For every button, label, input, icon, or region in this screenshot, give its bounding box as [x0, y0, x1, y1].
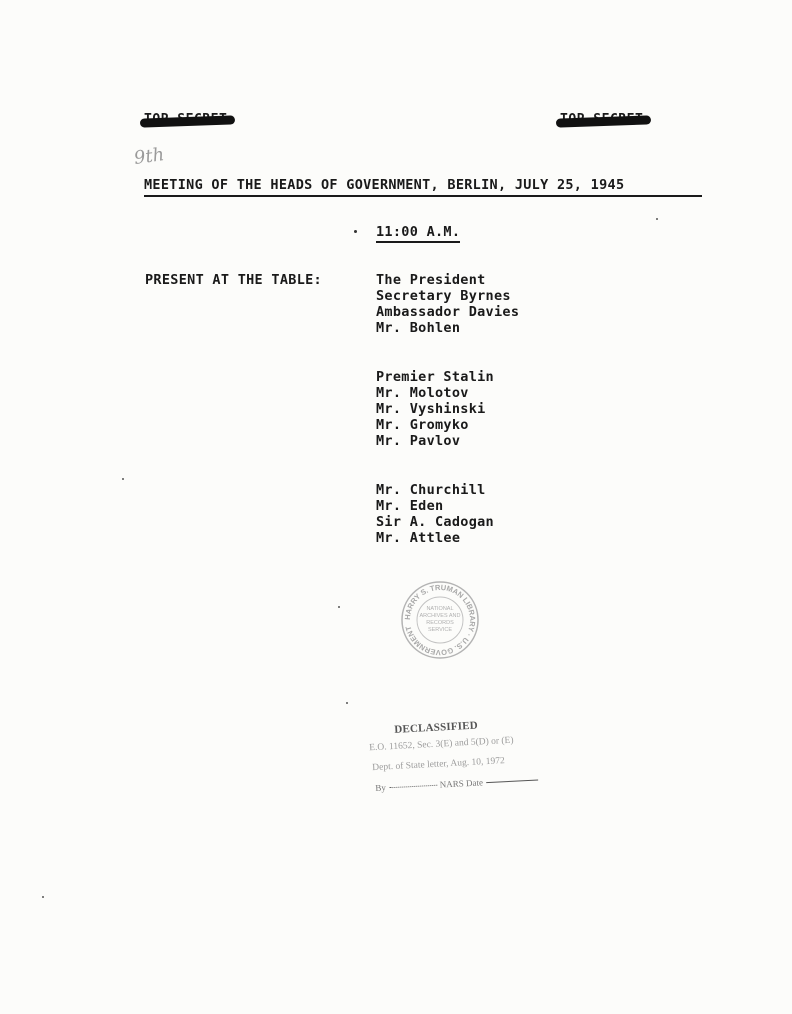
declassification-letter: Dept. of State letter, Aug. 10, 1972 — [372, 756, 505, 774]
signature-blank — [389, 785, 437, 789]
attendee-name: Mr. Vyshinski — [376, 401, 486, 417]
declassification-authority: E.O. 11652, Sec. 3(E) and 5(D) or (E) — [368, 735, 514, 754]
attendee-name: Mr. Churchill — [376, 482, 486, 498]
attendee-name: Ambassador Davies — [376, 304, 520, 320]
archive-seal-stamp — [400, 580, 480, 660]
attendee-name: Mr. Attlee — [376, 530, 461, 546]
attendee-group-us — [376, 272, 519, 336]
ink-speck — [346, 702, 348, 704]
attendee-name: Secretary Byrnes — [376, 288, 511, 304]
seal-ring-text: HARRY S. TRUMAN LIBRARY · U.S. GOVERNMENT — [402, 582, 478, 658]
signoff-agency-date: NARS Date — [439, 777, 484, 790]
attendee-name: Mr. Bohlen — [376, 320, 461, 336]
ink-speck — [656, 218, 658, 220]
attendee-name: Mr. Molotov — [376, 385, 469, 401]
seal-center-line: RECORDS — [426, 620, 454, 626]
ink-speck — [42, 896, 44, 898]
attendee-name: Mr. Pavlov — [376, 433, 461, 449]
declassified-heading: DECLASSIFIED — [394, 719, 479, 736]
attendee-group-ussr — [376, 369, 494, 449]
classification-marking-right — [560, 112, 643, 127]
attendee-name: Mr. Eden — [376, 498, 444, 514]
document-title: MEETING OF THE HEADS OF GOVERNMENT, BERLIN, JULY 25, 1945 — [144, 177, 702, 197]
attendee-name: Sir A. Cadogan — [376, 514, 494, 530]
ink-speck — [354, 230, 357, 233]
seal-center-line: NATIONAL — [426, 606, 454, 612]
ink-speck — [122, 478, 124, 480]
meeting-time: 11:00 A.M. — [376, 224, 460, 243]
present-at-table-label: PRESENT AT THE TABLE: — [145, 272, 322, 288]
signoff-by-label: By — [375, 782, 387, 793]
handwritten-note: 9th — [132, 143, 166, 170]
seal-center-line: SERVICE — [427, 627, 453, 633]
attendee-name: Mr. Gromyko — [376, 417, 469, 433]
attendee-name: The President — [376, 272, 486, 288]
seal-center-line: ARCHIVES AND — [419, 613, 461, 619]
attendee-group-uk — [376, 482, 494, 546]
declassification-signoff — [375, 774, 538, 793]
classification-marking-left — [144, 112, 227, 127]
date-blank — [486, 780, 538, 784]
ink-speck — [338, 606, 340, 608]
attendee-name: Premier Stalin — [376, 369, 494, 385]
declassification-stamp — [368, 715, 572, 805]
